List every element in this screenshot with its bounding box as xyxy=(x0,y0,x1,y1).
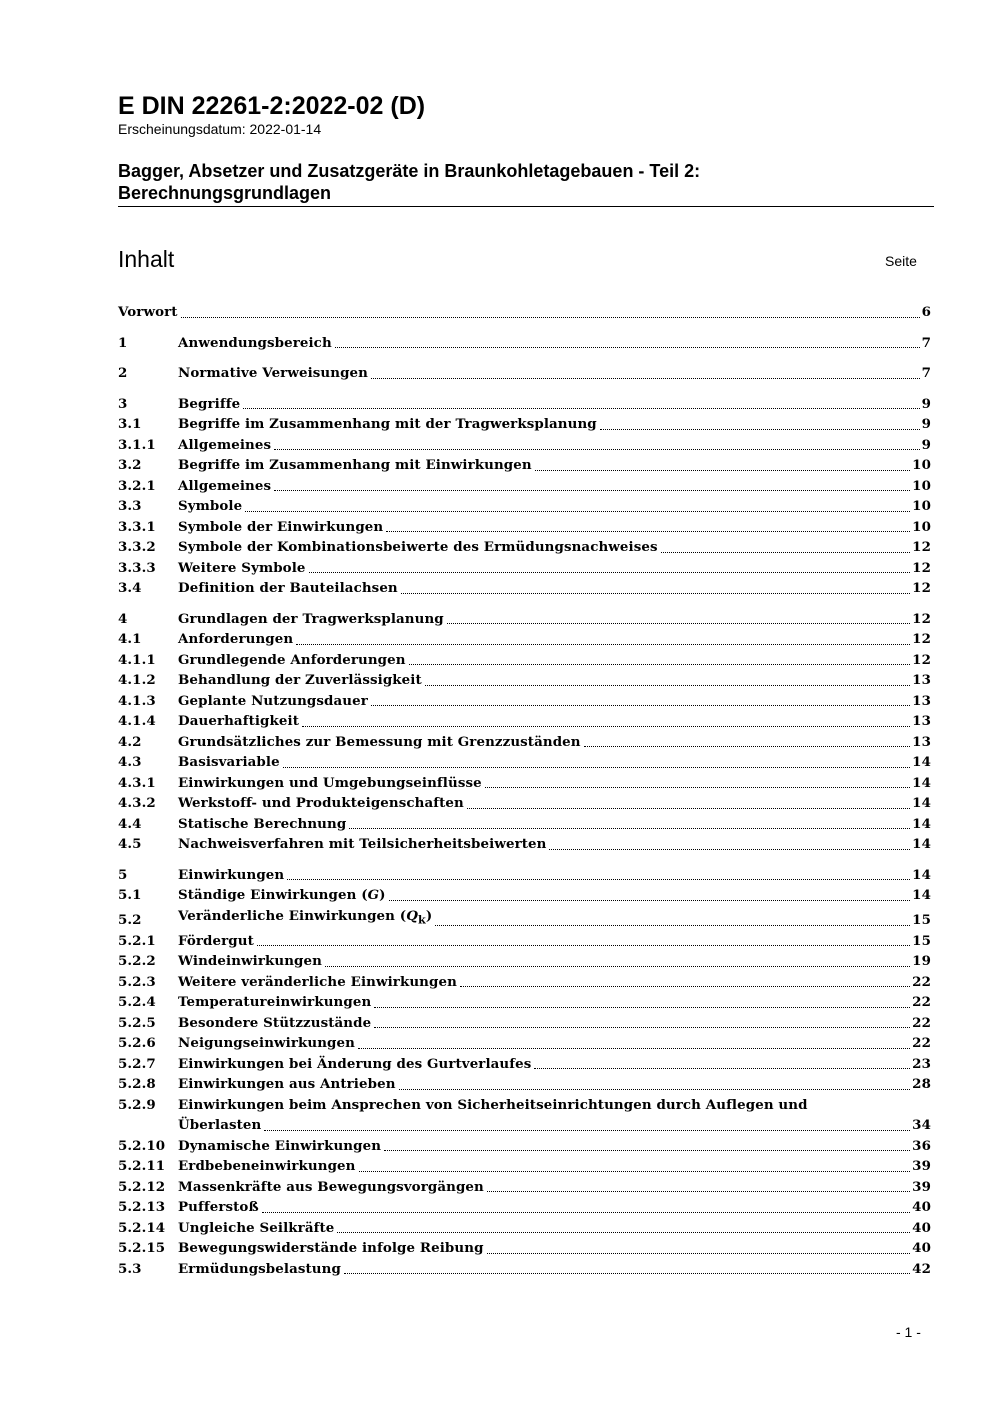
toc-entry-title xyxy=(178,931,254,952)
dot-leader xyxy=(467,808,910,809)
dot-leader xyxy=(274,449,919,450)
toc-entry-title-text: Grundlagen der Tragwerksplanung xyxy=(178,610,444,627)
toc-entry-title xyxy=(178,629,293,650)
toc-entry[interactable] xyxy=(118,650,931,671)
toc-entry-title xyxy=(178,1259,341,1280)
toc-entry-title xyxy=(178,732,581,753)
toc-entry-number: 5 xyxy=(118,866,128,883)
toc-entry-title-text: Begriffe xyxy=(178,395,241,412)
dot-leader xyxy=(264,1130,910,1131)
toc-entry-page: 22 xyxy=(912,973,931,990)
toc-entry-page: 7 xyxy=(921,334,931,351)
toc-entry-page: 9 xyxy=(921,395,931,412)
toc-entry-title xyxy=(118,302,178,323)
dot-leader xyxy=(296,644,910,645)
dot-leader xyxy=(245,511,910,512)
toc-entry-number: 3 xyxy=(118,395,128,412)
toc-entry-number: 4.1.3 xyxy=(118,692,156,709)
toc-entry-title xyxy=(178,1218,334,1239)
toc-entry[interactable] xyxy=(118,1095,931,1136)
toc-entry-number: 5.2.15 xyxy=(118,1240,166,1257)
toc-entry[interactable] xyxy=(118,834,931,855)
toc-entry[interactable] xyxy=(118,670,931,691)
toc-entry-title xyxy=(178,1054,531,1075)
toc-entry-title-text: Allgemeines xyxy=(178,436,272,453)
dot-leader xyxy=(287,879,910,880)
toc-entry[interactable] xyxy=(118,558,931,579)
toc-entry-number: 5.2.8 xyxy=(118,1076,156,1093)
toc-entry-number: 5.2.2 xyxy=(118,953,156,970)
toc-entry-title xyxy=(178,670,422,691)
toc-entry[interactable] xyxy=(118,578,931,599)
toc-entry-number: 4.2 xyxy=(118,733,142,750)
toc-entry-title-text: Windeinwirkungen xyxy=(178,953,322,970)
toc-entry-title-text: Ungleiche Seilkräfte xyxy=(178,1219,335,1236)
toc-entry-title-end: ) xyxy=(379,887,386,903)
toc-entry-title xyxy=(178,951,322,972)
dot-leader xyxy=(337,1232,910,1233)
toc-entry-title-text: Behandlung der Zuverlässigkeit xyxy=(178,672,422,688)
toc-entry[interactable] xyxy=(118,906,931,931)
toc-entry-title-text: Massenkräfte aus Bewegungsvorgängen xyxy=(178,1178,484,1195)
math-subscript: k xyxy=(417,913,426,927)
toc-entry-title-text: Dauerhaftigkeit xyxy=(178,713,299,729)
toc-entry-page: 7 xyxy=(921,365,931,381)
toc-entry[interactable] xyxy=(118,793,931,814)
dot-leader xyxy=(262,1212,910,1213)
toc-entry-number: 5.3 xyxy=(118,1260,142,1277)
toc-entry[interactable] xyxy=(118,931,931,952)
toc-entry[interactable] xyxy=(118,691,931,712)
toc-entry[interactable] xyxy=(118,1136,931,1157)
toc-entry[interactable] xyxy=(118,732,931,753)
toc-entry-title xyxy=(178,537,658,558)
toc-entry-title-text: Symbole xyxy=(178,498,243,514)
dot-leader xyxy=(425,685,910,686)
toc-entry-number: 5.1 xyxy=(118,887,142,903)
toc-entry[interactable] xyxy=(118,414,931,435)
toc-entry[interactable] xyxy=(118,629,931,650)
toc-entry-title-text: Statische Berechnung xyxy=(178,815,347,832)
toc-entry[interactable] xyxy=(118,1218,931,1239)
toc-entry[interactable] xyxy=(118,773,931,794)
toc-entry-title-text: Temperatureinwirkungen xyxy=(178,994,372,1011)
dot-leader xyxy=(371,705,910,706)
toc-entry-page: 14 xyxy=(912,866,931,883)
toc-entry-page: 19 xyxy=(912,953,931,970)
toc-entry-page: 13 xyxy=(912,692,931,709)
toc-entry[interactable] xyxy=(118,517,931,538)
toc-entry-number: 5.2.12 xyxy=(118,1178,166,1195)
toc-entry-title-text: Basisvariable xyxy=(178,754,280,770)
toc-entry-title-text: Pufferstoß xyxy=(178,1199,259,1216)
toc-entry-page: 14 xyxy=(912,836,931,852)
toc-entry-title xyxy=(178,333,332,354)
toc-entry-title xyxy=(178,1013,371,1034)
dot-leader xyxy=(399,1089,911,1090)
toc-entry-page: 13 xyxy=(912,672,931,688)
toc-entry-title xyxy=(178,992,371,1013)
toc-entry-page: 40 xyxy=(912,1199,931,1216)
toc-entry-number: 4.3.1 xyxy=(118,774,156,791)
table-of-contents xyxy=(118,302,931,1279)
toc-entry-title xyxy=(178,814,346,835)
toc-entry-page: 12 xyxy=(912,580,931,596)
toc-entry-number: 4.3 xyxy=(118,754,142,770)
dot-leader xyxy=(460,986,910,987)
toc-entry-number: 5.2.14 xyxy=(118,1219,166,1236)
toc-entry-number: 3.1 xyxy=(118,416,142,432)
toc-entry-page: 12 xyxy=(912,651,931,668)
toc-entry-page: 14 xyxy=(912,795,931,811)
dot-leader xyxy=(359,1171,911,1172)
toc-entry-title-text: Geplante Nutzungsdauer xyxy=(178,692,368,709)
toc-entry-page: 39 xyxy=(912,1178,931,1195)
toc-entry[interactable] xyxy=(118,435,931,456)
toc-entry-page: 13 xyxy=(912,713,931,729)
toc-entry[interactable] xyxy=(118,814,931,835)
page-column-label: Seite xyxy=(885,253,917,269)
toc-entry-title-text: Veränderliche Einwirkungen ( xyxy=(178,907,407,924)
dot-leader xyxy=(409,664,911,665)
toc-entry-number: 5.2.1 xyxy=(118,932,156,949)
toc-entry-number: 4.1.1 xyxy=(118,651,156,668)
toc-entry-title-text: Grundsätzliches zur Bemessung mit Grenzzuständen xyxy=(178,733,581,750)
toc-entry-title-text: Einwirkungen und Umgebungseinflüsse xyxy=(178,774,482,791)
dot-leader xyxy=(447,623,910,624)
toc-entry-title xyxy=(178,363,368,384)
header-divider xyxy=(118,206,934,207)
toc-entry-title xyxy=(178,834,546,855)
toc-entry[interactable] xyxy=(118,885,931,906)
toc-entry-page: 12 xyxy=(912,631,931,647)
toc-entry-page: 39 xyxy=(912,1158,931,1175)
toc-entry[interactable] xyxy=(118,609,931,630)
toc-entry-title-text: Einwirkungen bei Änderung des Gurtverlaufes xyxy=(178,1055,532,1072)
toc-entry-title-continued: Überlasten xyxy=(178,1117,262,1134)
toc-entry-title-text: Erdbebeneinwirkungen xyxy=(178,1158,356,1175)
dot-leader xyxy=(389,900,911,901)
toc-entry-title-text: Begriffe im Zusammenhang mit Einwirkungen xyxy=(178,457,532,473)
toc-entry-title xyxy=(178,1033,355,1054)
toc-entry[interactable] xyxy=(118,394,931,415)
toc-entry-page: 10 xyxy=(912,477,931,494)
toc-entry-title-text: Neigungseinwirkungen xyxy=(178,1035,355,1052)
dot-leader xyxy=(358,1048,910,1049)
dot-leader xyxy=(374,1027,910,1028)
toc-entry-page: 22 xyxy=(912,1014,931,1031)
toc-entry[interactable] xyxy=(118,1238,931,1259)
toc-entry-number: 1 xyxy=(118,334,128,351)
toc-entry-page: 12 xyxy=(912,539,931,555)
toc-entry[interactable] xyxy=(118,951,931,972)
toc-entry-title xyxy=(178,972,457,993)
document-id: E DIN 22261-2:2022-02 (D) xyxy=(118,92,426,120)
dot-leader xyxy=(487,1191,910,1192)
toc-entry[interactable] xyxy=(118,363,931,384)
toc-entry-title-text: Weitere veränderliche Einwirkungen xyxy=(178,973,457,990)
toc-entry-title-text: Weitere Symbole xyxy=(178,559,306,576)
toc-entry[interactable] xyxy=(118,711,931,732)
toc-entry-number: 4.1.4 xyxy=(118,713,156,729)
toc-entry-title-text: Einwirkungen aus Antrieben xyxy=(178,1076,396,1093)
dot-leader xyxy=(243,408,919,409)
toc-entry-number: 5.2.5 xyxy=(118,1014,156,1031)
toc-entry[interactable] xyxy=(118,476,931,497)
toc-entry-number: 3.1.1 xyxy=(118,436,156,453)
toc-entry[interactable] xyxy=(118,752,931,773)
toc-entry-title xyxy=(178,476,271,497)
toc-entry-title xyxy=(178,496,242,517)
toc-entry-number: 3.2 xyxy=(118,457,142,473)
toc-entry-title-text: Symbole der Kombinationsbeiwerte des Ermüdungsnachweises xyxy=(178,539,658,555)
toc-entry-number: 5.2.6 xyxy=(118,1035,156,1052)
toc-entry-title xyxy=(178,609,444,630)
toc-entry-title-text: Dynamische Einwirkungen xyxy=(178,1137,382,1154)
toc-entry[interactable] xyxy=(118,1033,931,1054)
toc-entry[interactable] xyxy=(118,1054,931,1075)
dot-leader xyxy=(600,429,920,430)
dot-leader xyxy=(661,552,911,553)
toc-entry-number: 5.2.4 xyxy=(118,994,156,1011)
toc-entry-title-text: Symbole der Einwirkungen xyxy=(178,518,384,535)
dot-leader xyxy=(535,470,910,471)
toc-entry-page: 12 xyxy=(912,610,931,627)
toc-entry-page: 22 xyxy=(912,994,931,1011)
toc-entry[interactable] xyxy=(118,1197,931,1218)
toc-entry-title-text: Bewegungswiderstände infolge Reibung xyxy=(178,1240,484,1257)
toc-entry-title-text: Einwirkungen xyxy=(178,866,285,883)
dot-leader xyxy=(181,317,920,318)
toc-entry-page: 40 xyxy=(912,1240,931,1257)
toc-entry-title-text: Definition der Bauteilachsen xyxy=(178,580,398,596)
toc-entry-title-text: Allgemeines xyxy=(178,477,272,494)
toc-entry-title xyxy=(178,885,386,906)
toc-entry-number: 4.3.2 xyxy=(118,795,156,811)
page-number: - 1 - xyxy=(896,1324,921,1340)
toc-entry-number: 3.3.2 xyxy=(118,539,156,555)
dot-leader xyxy=(309,572,911,573)
toc-entry-number: 2 xyxy=(118,365,128,381)
dot-leader xyxy=(435,925,910,926)
toc-entry-number: 4.5 xyxy=(118,836,142,852)
toc-entry-title-text: Anwendungsbereich xyxy=(178,334,332,351)
dot-leader xyxy=(549,849,910,850)
toc-entry[interactable] xyxy=(118,865,931,886)
toc-entry-number: 4.4 xyxy=(118,815,142,832)
toc-entry-number: 5.2.10 xyxy=(118,1137,166,1154)
toc-entry-title-text: Ermüdungsbelastung xyxy=(178,1260,341,1277)
toc-entry-title xyxy=(178,1197,259,1218)
toc-entry-page: 10 xyxy=(912,457,931,473)
toc-entry-title xyxy=(178,1177,484,1198)
toc-entry-page: 14 xyxy=(912,754,931,770)
dot-leader xyxy=(487,1253,911,1254)
toc-entry[interactable] xyxy=(118,1156,931,1177)
toc-entry-title xyxy=(178,558,306,579)
dot-leader xyxy=(325,966,910,967)
dot-leader xyxy=(349,828,910,829)
toc-entry-title-text: Normative Verweisungen xyxy=(178,365,369,381)
toc-entry[interactable] xyxy=(118,1177,931,1198)
toc-entry-title xyxy=(178,435,271,456)
toc-entry-page: 12 xyxy=(912,559,931,576)
document-subtitle: Bagger, Absetzer und Zusatzgeräte in Braunkohletagebauen - Teil 2: Berechnungsgrundlagen xyxy=(118,161,701,203)
toc-entry-page: 6 xyxy=(921,304,931,320)
dot-leader xyxy=(344,1273,910,1274)
toc-entry-title: Einwirkungen beim Ansprechen von Sicherheitseinrichtungen durch Auflegen und xyxy=(178,1096,808,1113)
dot-leader xyxy=(302,726,910,727)
toc-entry-title xyxy=(178,906,432,931)
toc-entry-number: 5.2 xyxy=(118,912,142,929)
toc-entry-title xyxy=(178,394,240,415)
toc-entry[interactable] xyxy=(118,992,931,1013)
toc-entry-title-text: Werkstoff- und Produkteigenschaften xyxy=(178,795,464,811)
toc-entry-number: 5.2.7 xyxy=(118,1055,156,1072)
toc-entry-number: 5.2.11 xyxy=(118,1158,166,1175)
toc-entry[interactable] xyxy=(118,302,931,323)
toc-entry-title-text: Besondere Stützzustände xyxy=(178,1014,372,1031)
toc-entry[interactable] xyxy=(118,1013,931,1034)
toc-entry-title xyxy=(178,865,284,886)
toc-entry[interactable] xyxy=(118,333,931,354)
dot-leader xyxy=(283,767,910,768)
toc-entry[interactable] xyxy=(118,1259,931,1280)
dot-leader xyxy=(485,787,910,788)
toc-entry-title-text: Fördergut xyxy=(178,932,254,949)
toc-entry-page: 15 xyxy=(912,912,931,929)
toc-entry-page: 9 xyxy=(921,416,931,432)
toc-entry-number: 3.3 xyxy=(118,498,142,514)
toc-entry-page: 14 xyxy=(912,887,931,903)
toc-entry-title xyxy=(178,1136,381,1157)
toc-entry-page: 10 xyxy=(912,518,931,535)
toc-entry[interactable] xyxy=(118,496,931,517)
toc-entry-page: 14 xyxy=(912,815,931,832)
dot-leader xyxy=(401,593,910,594)
math-symbol: Q xyxy=(406,907,418,924)
toc-entry-page: 42 xyxy=(912,1260,931,1277)
dot-leader xyxy=(274,490,910,491)
toc-entry-title xyxy=(178,455,532,476)
toc-entry-title xyxy=(178,578,398,599)
toc-entry-title-text: Begriffe im Zusammenhang mit der Tragwerksplanung xyxy=(178,416,597,432)
toc-entry[interactable] xyxy=(118,1074,931,1095)
toc-entry-number: 5.2.13 xyxy=(118,1199,166,1216)
publication-date: Erscheinungsdatum: 2022-01-14 xyxy=(118,121,322,137)
dot-leader xyxy=(534,1068,910,1069)
toc-entry-page: 22 xyxy=(912,1035,931,1052)
toc-entry-page: 14 xyxy=(912,774,931,791)
toc-entry-title xyxy=(178,517,383,538)
toc-entry-page: 10 xyxy=(912,498,931,514)
toc-entry-title xyxy=(178,691,368,712)
toc-entry-title-text: Grundlegende Anforderungen xyxy=(178,651,406,668)
toc-entry-number: 5.2.3 xyxy=(118,973,156,990)
toc-heading: Inhalt xyxy=(118,246,175,272)
toc-entry-title-text: Nachweisverfahren mit Teilsicherheitsbeiwerten xyxy=(178,836,547,852)
toc-entry-number: 3.3.1 xyxy=(118,518,156,535)
toc-entry-page: 36 xyxy=(912,1137,931,1154)
toc-entry-page: 9 xyxy=(921,436,931,453)
dot-leader xyxy=(374,1007,910,1008)
toc-entry-title xyxy=(178,1238,484,1259)
toc-entry-title xyxy=(178,752,280,773)
toc-entry[interactable] xyxy=(118,537,931,558)
toc-entry-page: 40 xyxy=(912,1219,931,1236)
toc-entry-number: 3.2.1 xyxy=(118,477,156,494)
toc-entry[interactable] xyxy=(118,455,931,476)
dot-leader xyxy=(257,945,910,946)
toc-entry-number: 4.1 xyxy=(118,631,142,647)
toc-entry-page: 34 xyxy=(912,1117,931,1134)
toc-entry-number: 4 xyxy=(118,610,128,627)
toc-entry-title-text: Vorwort xyxy=(118,304,178,320)
dot-leader xyxy=(335,347,920,348)
toc-entry-title xyxy=(178,414,597,435)
toc-entry-page: 13 xyxy=(912,733,931,750)
toc-entry-number: 3.4 xyxy=(118,580,142,596)
toc-entry-number: 5.2.9 xyxy=(118,1096,156,1113)
dot-leader xyxy=(384,1150,910,1151)
toc-entry-number: 3.3.3 xyxy=(118,559,156,576)
toc-entry[interactable] xyxy=(118,972,931,993)
toc-entry-title-text: Anforderungen xyxy=(178,631,294,647)
math-symbol: G xyxy=(367,887,380,903)
toc-entry-page: 23 xyxy=(912,1055,931,1072)
toc-entry-page: 28 xyxy=(912,1076,931,1093)
toc-entry-title xyxy=(178,1156,356,1177)
dot-leader xyxy=(386,531,910,532)
dot-leader xyxy=(371,378,920,379)
toc-entry-number: 4.1.2 xyxy=(118,672,156,688)
toc-entry-title xyxy=(178,773,482,794)
dot-leader xyxy=(584,746,911,747)
toc-entry-title-end: ) xyxy=(425,907,433,924)
toc-entry-title xyxy=(178,711,299,732)
toc-entry-title-text: Ständige Einwirkungen ( xyxy=(178,887,368,903)
toc-entry-title xyxy=(178,650,406,671)
toc-entry-title xyxy=(178,1074,396,1095)
toc-entry-page: 15 xyxy=(912,932,931,949)
toc-entry-title xyxy=(178,793,464,814)
